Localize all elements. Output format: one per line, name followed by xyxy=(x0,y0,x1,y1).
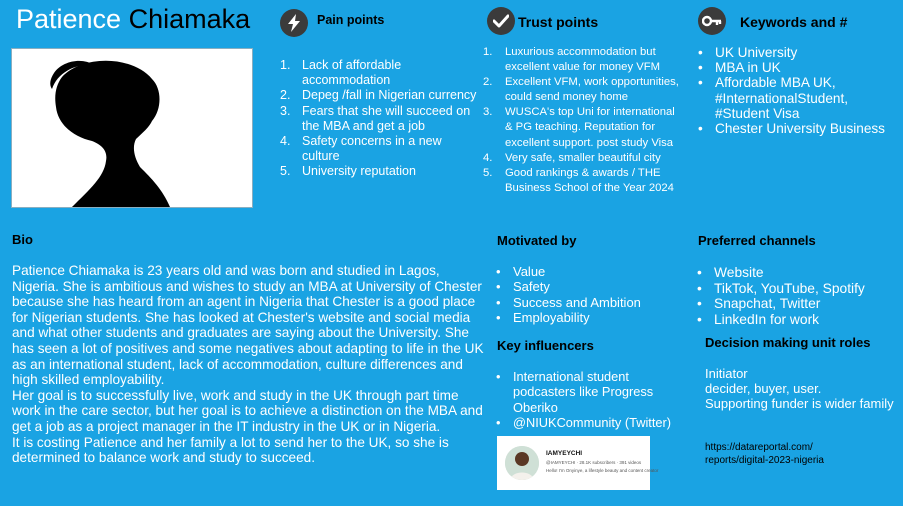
list-item: • Value xyxy=(513,264,641,279)
source-line: reports/digital-2023-nigeria xyxy=(705,455,824,466)
avatar xyxy=(505,446,539,480)
list-item: • Safety xyxy=(513,279,641,294)
channel-stats: @IAMYEYCHI · 28.1K subscribers · 391 videos xyxy=(546,460,642,465)
source-line: https://datareportal.com/ xyxy=(705,442,813,453)
key-influencers-title: Key influencers xyxy=(497,338,594,353)
key-icon xyxy=(702,15,722,27)
decision-making-title: Decision making unit roles xyxy=(705,335,871,350)
list-item: • Affordable MBA UK, #InternationalStudent, #Student Visa xyxy=(715,75,895,121)
list-item: • International student podcasters like Progress Oberiko xyxy=(513,369,683,415)
keywords-icon-circle xyxy=(698,7,726,35)
list-item: 1. Lack of affordable accommodation xyxy=(280,58,402,88)
pain-points-title: Pain points xyxy=(317,13,385,27)
list-item: • UK University xyxy=(715,45,895,60)
list-item: 2. Depeg /fall in Nigerian currency xyxy=(280,88,477,103)
list-item: • TikTok, YouTube, Spotify xyxy=(714,281,899,297)
list-item: • Snapchat, Twitter xyxy=(714,296,899,312)
list-item: • Website xyxy=(714,265,899,281)
preferred-channels-list xyxy=(714,265,899,328)
list-item: 4. Very safe, smaller beautiful city xyxy=(483,151,661,164)
list-item: • Chester University Business xyxy=(715,121,895,136)
decision-role-line: Initiator xyxy=(705,366,748,381)
pain-points-list xyxy=(280,58,477,180)
decision-making-text xyxy=(705,366,895,412)
list-item: 5. University reputation xyxy=(280,164,416,179)
motivated-by-title: Motivated by xyxy=(497,233,577,248)
last-name: Chiamaka xyxy=(128,4,251,34)
trust-points-icon-circle xyxy=(487,7,515,35)
list-item: 3. WUSCA's top Uni for international & PG teaching. Reputation for excellent support. post study Visa xyxy=(483,106,675,149)
lightning-icon xyxy=(286,14,302,32)
checkmark-icon xyxy=(493,14,509,28)
list-item: • @NIUKCommunity (Twitter) xyxy=(513,415,683,430)
key-influencers-list xyxy=(513,369,683,431)
decision-role-line: Supporting funder is wider family xyxy=(705,396,894,412)
list-item: 5. Good rankings & awards / THE Business School of the Year 2024 xyxy=(483,166,674,194)
bio-paragraph: Her goal is to successfully live, work and study in the UK through part time work in the care sector, but her goal is to achieve a distinction on the MBA and get a job as a project manager in the IT industry in the UK or in Nigeria. xyxy=(12,387,483,434)
trust-points-title: Trust points xyxy=(518,14,599,30)
influencer-channel-card xyxy=(497,436,659,490)
channel-name: IAMYEYCHI xyxy=(546,450,583,457)
list-item: • MBA in UK xyxy=(715,60,895,75)
pain-points-icon-circle xyxy=(280,9,308,37)
persona-portrait xyxy=(11,48,253,208)
bio-title: Bio xyxy=(12,232,33,247)
keywords-list xyxy=(715,45,895,136)
keywords-title: Keywords and # xyxy=(740,14,848,30)
first-name: Patience xyxy=(16,4,122,34)
list-item: • Employability xyxy=(513,310,641,325)
silhouette-image xyxy=(12,49,252,207)
bio-paragraph: Patience Chiamaka is 23 years old and was born and studied in Lagos, Nigeria. She is ambitious and wishes to study an MBA at University of Chester because she has heard from an agent in Nigeria that Chester is a good place for Nigerian students. She has looked at Chester's website and social media and what other students and graduates are saying about the University. She has seen a lot of positives and some negatives about adapting to life in the UK as an international student, lack of accommodation, culture differences and high skilled employability. xyxy=(12,263,484,388)
persona-name xyxy=(16,4,250,35)
bio-text xyxy=(12,263,484,466)
trust-points-list xyxy=(483,45,685,196)
motivated-by-list xyxy=(513,264,641,325)
list-item: • LinkedIn for work xyxy=(714,312,899,328)
list-item: 4. Safety concerns in a new culture xyxy=(280,134,442,164)
decision-role-line: decider, buyer, user. xyxy=(705,381,822,397)
list-item: 3. Fears that she will succeed on the MBA and get a job xyxy=(280,103,471,133)
source-link[interactable] xyxy=(705,441,824,467)
channel-bio: Hello! I'm Onyinye, a lifestyle beauty and content creator xyxy=(546,468,659,473)
list-item: 1. Luxurious accommodation but excellent value for money VFM xyxy=(483,46,661,74)
list-item: • Success and Ambition xyxy=(513,295,641,310)
list-item: 2. Excellent VFM, work opportunities, could send money home xyxy=(483,76,679,104)
avatar-image xyxy=(505,446,539,480)
preferred-channels-title: Preferred channels xyxy=(698,233,816,248)
bio-paragraph: It is costing Patience and her family a lot to send her to the UK, so she is determined to balance work and study to succeed. xyxy=(12,434,449,466)
